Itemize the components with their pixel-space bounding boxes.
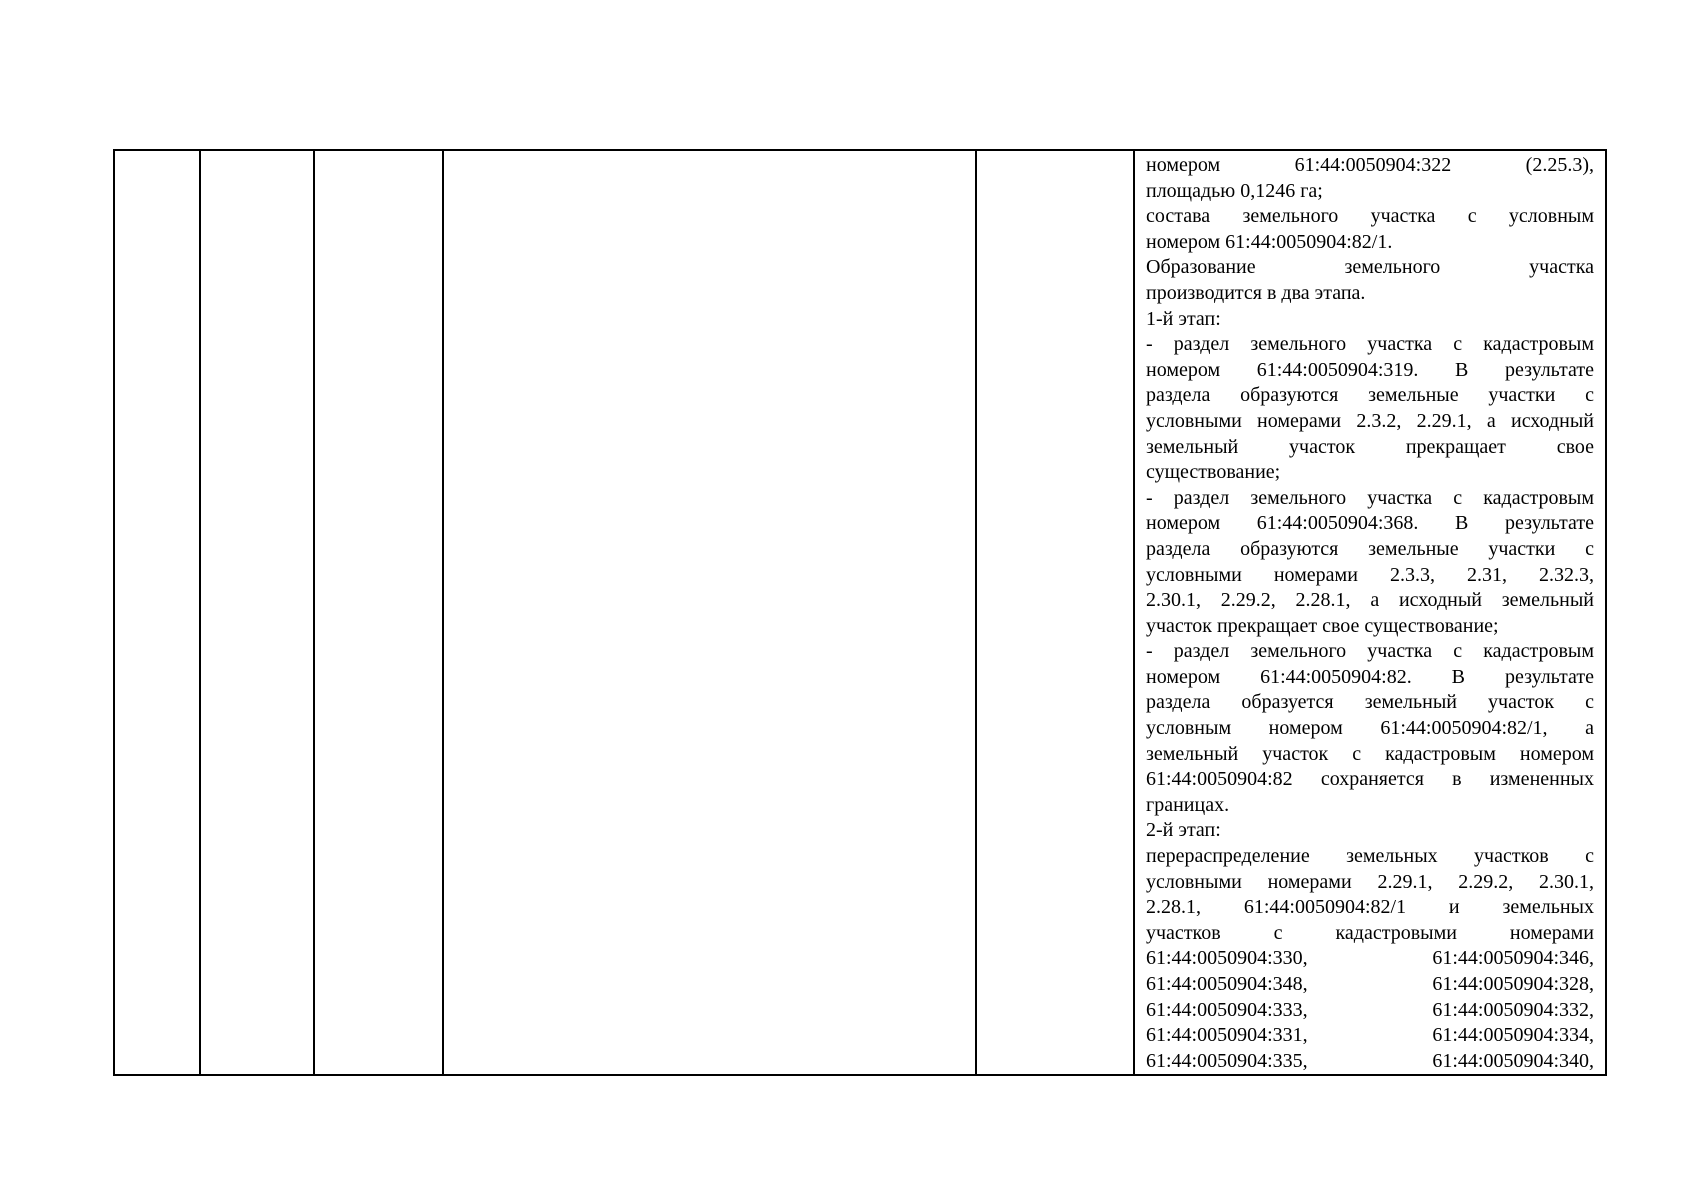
text-line: раздела образуется земельный участок с <box>1146 691 1594 714</box>
table-cell-3 <box>314 150 443 1075</box>
table-cell-description <box>1134 150 1606 1075</box>
text-line: - раздел земельного участка с кадастровым <box>1146 486 1594 509</box>
table-cell-2 <box>200 150 314 1075</box>
text-line: условным номером 61:44:0050904:82/1, а <box>1146 717 1594 740</box>
table-cell-1 <box>114 150 200 1075</box>
text-line: - раздел земельного участка с кадастровым <box>1146 333 1594 356</box>
text-line: 61:44:0050904:82 сохраняется в измененных <box>1146 768 1594 791</box>
text-line: раздела образуются земельные участки с <box>1146 384 1594 407</box>
text-line: 2.30.1, 2.29.2, 2.28.1, а исходный земельный <box>1146 589 1594 612</box>
text-line: 61:44:0050904:333, 61:44:0050904:332, <box>1146 998 1594 1021</box>
text-line: номером 61:44:0050904:322 (2.25.3), <box>1146 154 1594 176</box>
text-line: 2.28.1, 61:44:0050904:82/1 и земельных <box>1146 896 1594 919</box>
text-line: 61:44:0050904:330, 61:44:0050904:346, <box>1146 947 1594 970</box>
text-line: условными номерами 2.29.1, 2.29.2, 2.30.1, <box>1146 870 1594 893</box>
text-line: участков с кадастровыми номерами <box>1146 921 1594 944</box>
description-text <box>1146 153 1594 1074</box>
text-line: площадью 0,1246 га; <box>1146 179 1323 202</box>
text-line: границах. <box>1146 793 1230 816</box>
text-line: номером 61:44:0050904:82. В результате <box>1146 665 1594 688</box>
text-line: Образование земельного участка <box>1146 256 1594 279</box>
text-line: раздела образуются земельные участки с <box>1146 537 1594 560</box>
table-cell-5 <box>976 150 1134 1075</box>
text-line: 61:44:0050904:331, 61:44:0050904:334, <box>1146 1024 1594 1047</box>
text-line: условными номерами 2.3.3, 2.31, 2.32.3, <box>1146 563 1594 586</box>
text-line: 61:44:0050904:335, 61:44:0050904:340, <box>1146 1049 1594 1072</box>
text-line: производится в два этапа. <box>1146 281 1366 304</box>
text-line: 1-й этап: <box>1146 307 1221 330</box>
document-table <box>113 149 1607 1076</box>
text-line: - раздел земельного участка с кадастровым <box>1146 640 1594 663</box>
text-line: 2-й этап: <box>1146 819 1221 842</box>
text-line: условными номерами 2.3.2, 2.29.1, а исходный <box>1146 409 1594 432</box>
text-line: номером 61:44:0050904:319. В результате <box>1146 358 1594 381</box>
text-line: существование; <box>1146 461 1281 484</box>
table-cell-4 <box>443 150 976 1075</box>
text-line: номером 61:44:0050904:368. В результате <box>1146 512 1594 535</box>
table-row <box>114 150 1606 1075</box>
text-line: номером 61:44:0050904:82/1. <box>1146 230 1393 253</box>
text-line: состава земельного участка с условным <box>1146 205 1594 228</box>
text-line: земельный участок прекращает свое <box>1146 435 1594 458</box>
text-line: земельный участок с кадастровым номером <box>1146 742 1594 765</box>
text-line: участок прекращает свое существование; <box>1146 614 1499 637</box>
text-line: перераспределение земельных участков с <box>1146 845 1594 868</box>
text-line: 61:44:0050904:348, 61:44:0050904:328, <box>1146 973 1594 995</box>
